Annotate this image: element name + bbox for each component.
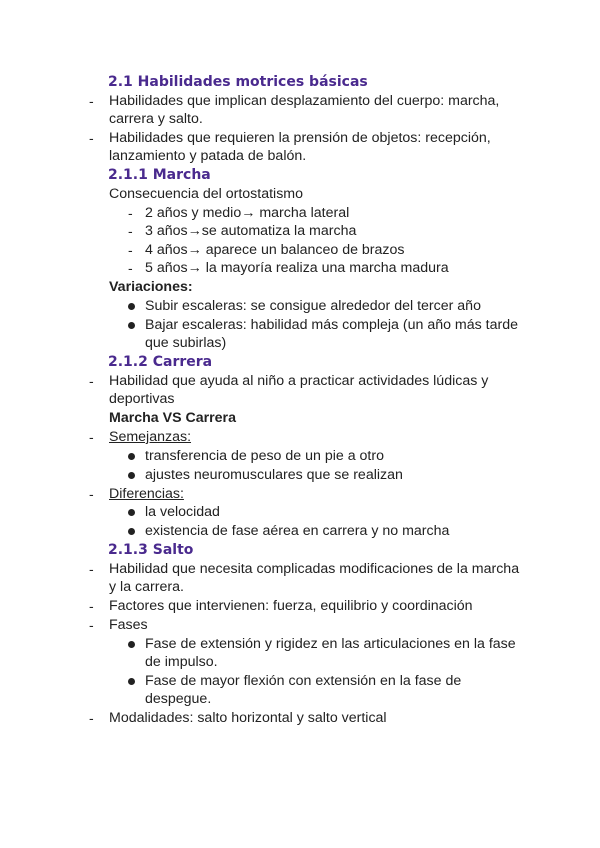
dash-marker: - bbox=[128, 205, 133, 221]
heading-2-1-1: 2.1.1 Marcha bbox=[108, 167, 211, 183]
list-item-text: Bajar escaleras: habilidad más compleja (un año más tarde bbox=[145, 317, 519, 333]
paragraph: Consecuencia del ortostatismo bbox=[109, 186, 303, 202]
bullet-dot bbox=[128, 303, 135, 310]
heading-2-1: 2.1 Habilidades motrices básicas bbox=[108, 74, 368, 90]
dash-marker: - bbox=[89, 617, 94, 633]
list-item-text: ajustes neuromusculares que se realizan bbox=[145, 467, 403, 483]
dash-marker: - bbox=[128, 260, 133, 276]
list-item-text: Habilidad que necesita complicadas modificaciones de la marcha bbox=[109, 561, 520, 577]
bullet-dot bbox=[128, 509, 135, 516]
list-item-text: deportivas bbox=[109, 391, 175, 407]
list-item-text: 3 años→se automatiza la marcha bbox=[145, 223, 357, 239]
dash-marker: - bbox=[89, 93, 94, 109]
dash-marker: - bbox=[89, 373, 94, 389]
list-item-text: Factores que intervienen: fuerza, equilibrio y coordinación bbox=[109, 598, 473, 614]
subheading-diferencias: Diferencias: bbox=[109, 486, 184, 502]
dash-marker: - bbox=[128, 242, 133, 258]
list-item-text: lanzamiento y patada de balón. bbox=[109, 148, 307, 164]
dash-marker: - bbox=[89, 710, 94, 726]
bullet-dot bbox=[128, 528, 135, 535]
list-item-text: Subir escaleras: se consigue alrededor del tercer año bbox=[145, 298, 481, 314]
list-item-text: Habilidades que implican desplazamiento del cuerpo: marcha, bbox=[109, 93, 500, 109]
list-item-text: despegue. bbox=[145, 691, 212, 707]
dash-marker: - bbox=[89, 598, 94, 614]
subheading-semejanzas: Semejanzas: bbox=[109, 429, 192, 445]
list-item-text: Fase de extensión y rigidez en las articulaciones en la fase bbox=[145, 636, 516, 652]
bullet-dot bbox=[128, 322, 135, 329]
list-item-text: la velocidad bbox=[145, 504, 220, 520]
list-item-text: Modalidades: salto horizontal y salto vertical bbox=[109, 710, 387, 726]
list-item-text: Habilidades que requieren la prensión de objetos: recepción, bbox=[109, 130, 491, 146]
list-item-text: 4 años→ aparece un balanceo de brazos bbox=[145, 242, 405, 258]
dash-marker: - bbox=[89, 130, 94, 146]
list-item-text: Habilidad que ayuda al niño a practicar actividades lúdicas y bbox=[109, 373, 489, 389]
dash-marker: - bbox=[89, 486, 94, 502]
list-item-text: y la carrera. bbox=[109, 579, 184, 595]
bullet-dot bbox=[128, 453, 135, 460]
dash-marker: - bbox=[128, 223, 133, 239]
dash-marker: - bbox=[89, 561, 94, 577]
bullet-dot bbox=[128, 678, 135, 685]
dash-marker: - bbox=[89, 429, 94, 445]
bullet-dot bbox=[128, 472, 135, 479]
list-item-text: carrera y salto. bbox=[109, 111, 203, 127]
list-item-text: Fases bbox=[109, 617, 148, 633]
list-item-text: 2 años y medio→ marcha lateral bbox=[145, 205, 350, 221]
heading-2-1-2: 2.1.2 Carrera bbox=[108, 354, 213, 370]
list-item-text: que subirlas) bbox=[145, 335, 227, 351]
list-item-text: 5 años→ la mayoría realiza una marcha madura bbox=[145, 260, 449, 276]
heading-2-1-3: 2.1.3 Salto bbox=[108, 542, 194, 558]
list-item-text: de impulso. bbox=[145, 654, 218, 670]
bullet-dot bbox=[128, 641, 135, 648]
list-item-text: existencia de fase aérea en carrera y no marcha bbox=[145, 523, 450, 539]
subheading-marcha-vs-carrera: Marcha VS Carrera bbox=[109, 410, 236, 426]
subheading-variaciones: Variaciones: bbox=[109, 279, 193, 295]
list-item-text: Fase de mayor flexión con extensión en la fase de bbox=[145, 673, 462, 689]
list-item-text: transferencia de peso de un pie a otro bbox=[145, 448, 384, 464]
